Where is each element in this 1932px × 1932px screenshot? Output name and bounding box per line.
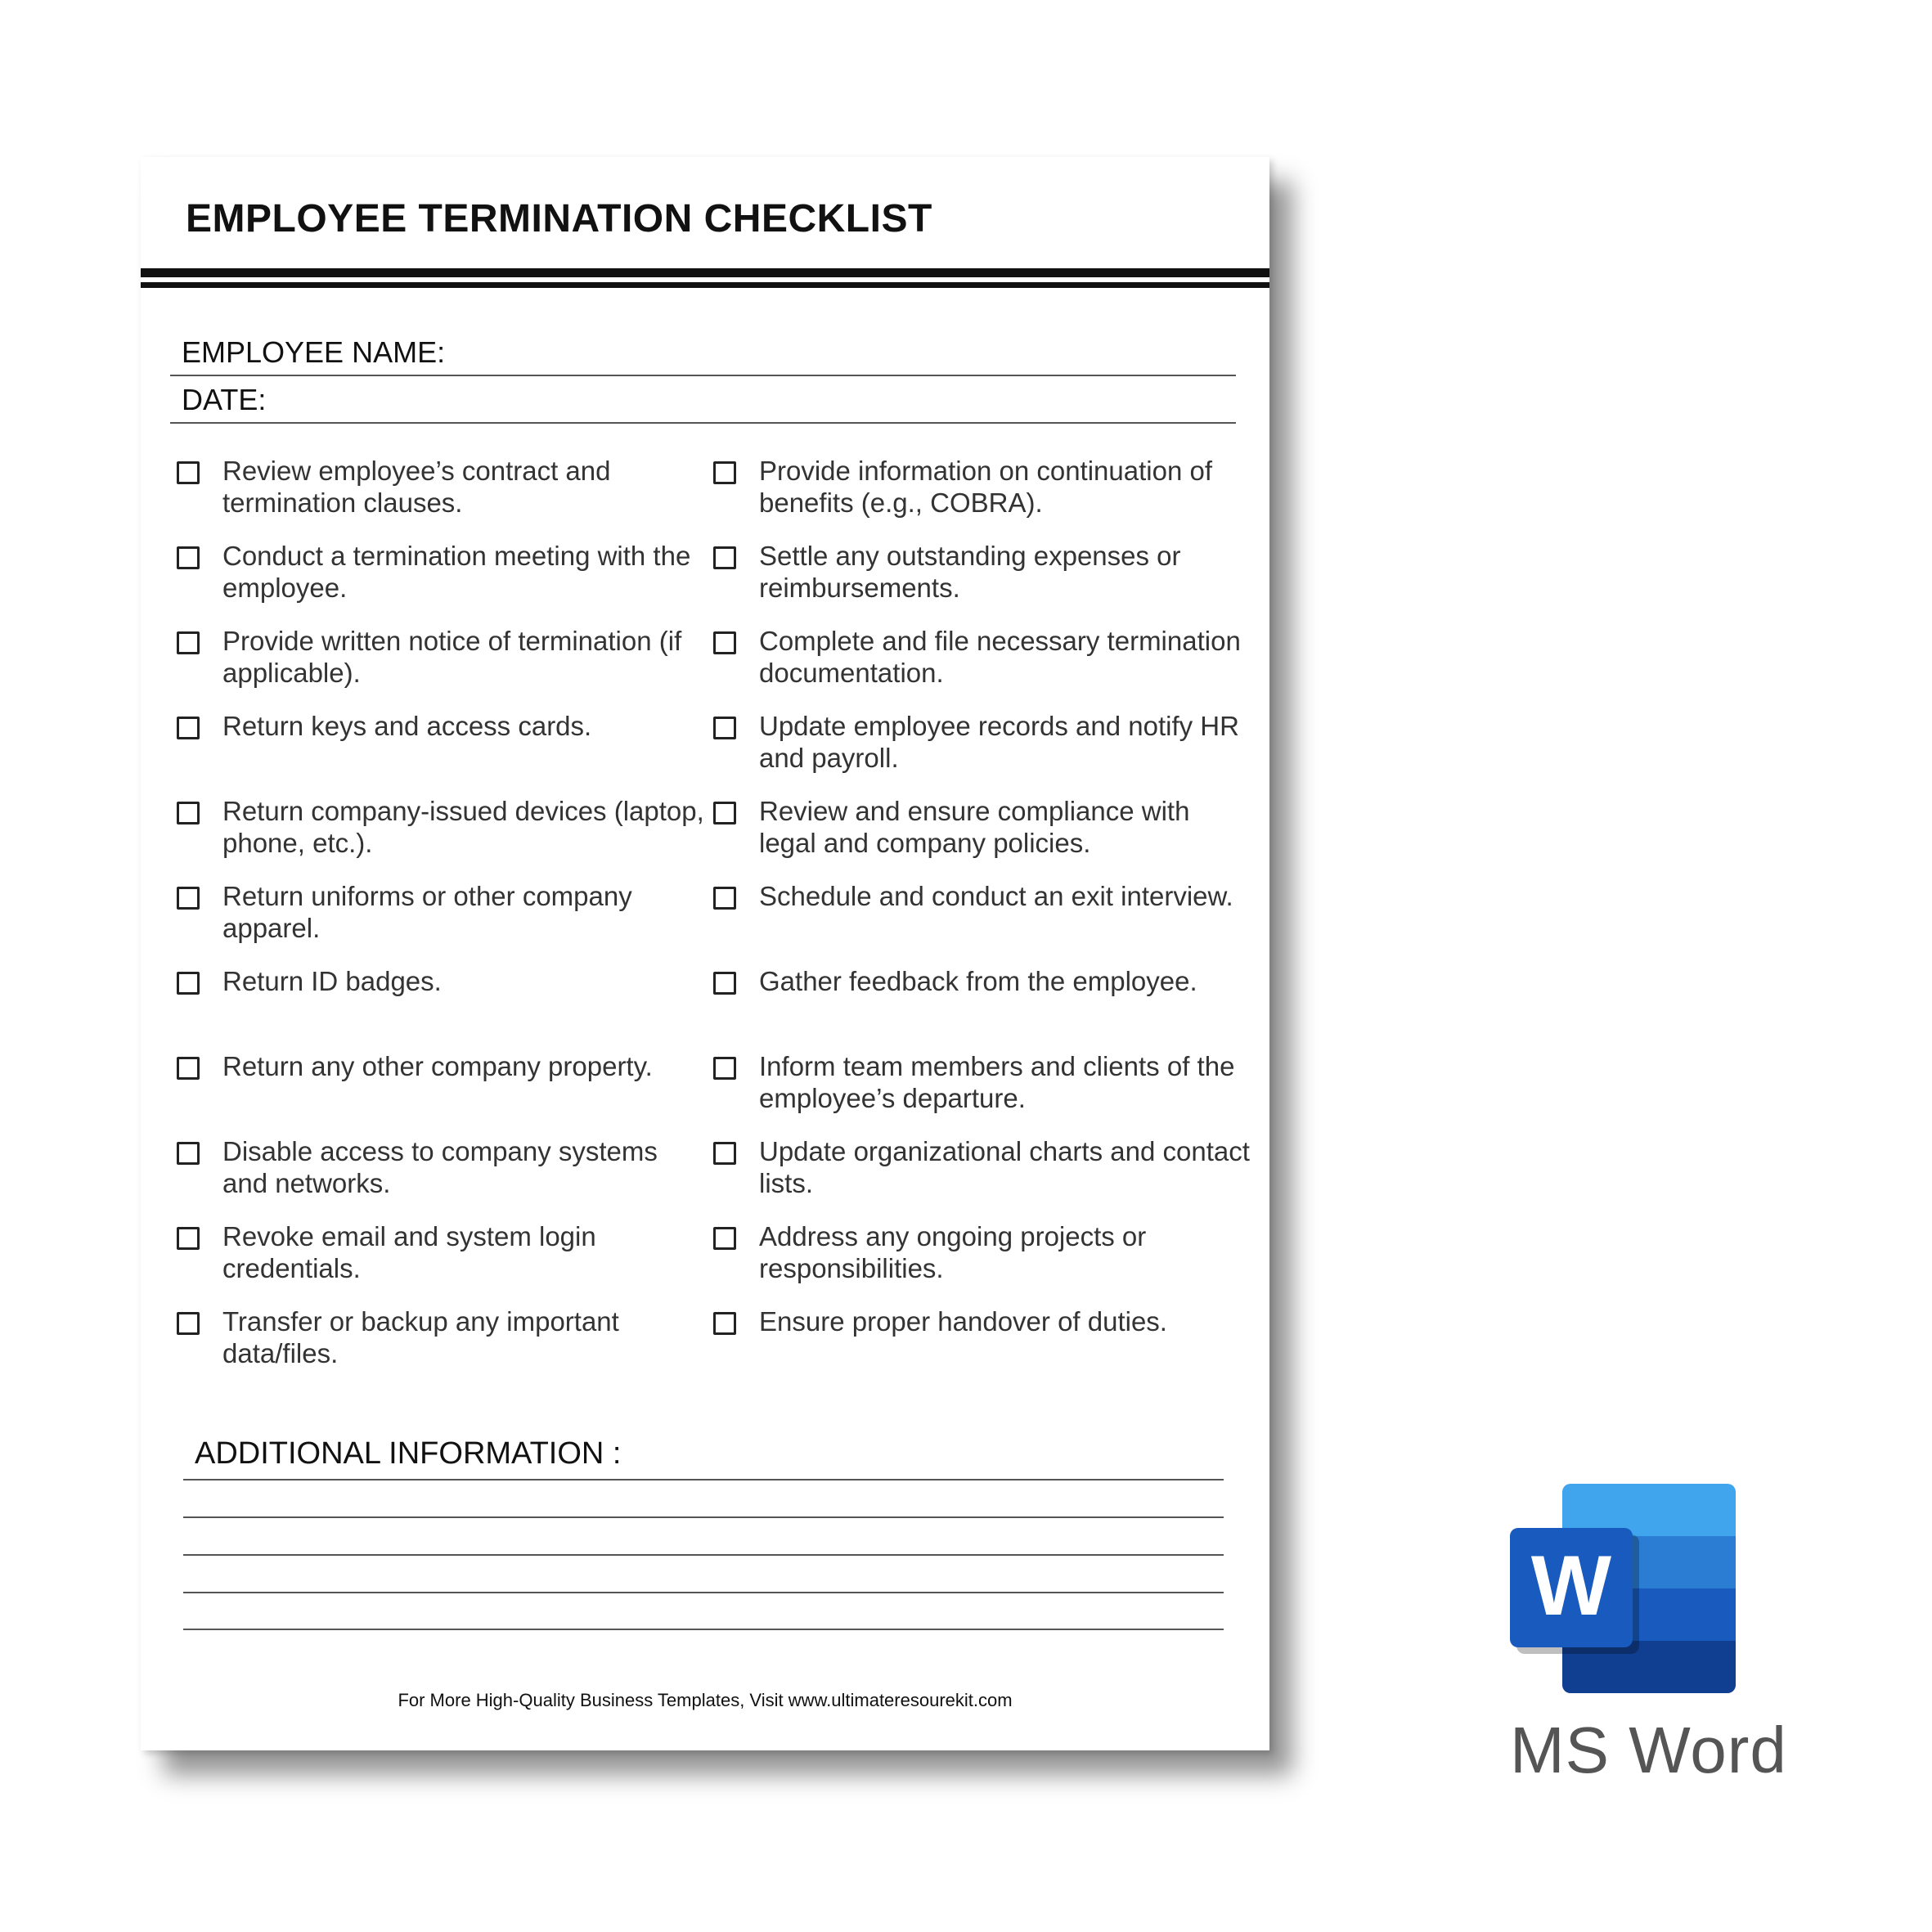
checkbox[interactable] xyxy=(713,972,736,995)
checklist-item-text: Return uniforms or other company apparel. xyxy=(222,881,632,943)
checklist-item-text: Transfer or backup any important data/files. xyxy=(222,1306,619,1368)
checklist-item-text: Return any other company property. xyxy=(222,1051,653,1081)
additional-info-line[interactable] xyxy=(183,1516,1224,1518)
checkbox[interactable] xyxy=(713,1312,736,1335)
checkbox[interactable] xyxy=(177,1312,200,1335)
checklist-item-text: Return ID badges. xyxy=(222,966,442,996)
checklist-item-text: Revoke email and system login credentials. xyxy=(222,1221,596,1283)
additional-info-label: ADDITIONAL INFORMATION : xyxy=(195,1436,622,1471)
checkbox[interactable] xyxy=(177,972,200,995)
microsoft-word-icon xyxy=(1510,1484,1739,1693)
checklist-item-text: Review employee’s contract and termination clauses. xyxy=(222,456,611,518)
checkbox[interactable] xyxy=(177,461,200,484)
checklist-item-text: Review and ensure compliance with legal and company policies. xyxy=(759,796,1190,858)
checkbox[interactable] xyxy=(713,717,736,739)
checklist-item-text: Address any ongoing projects or responsibilities. xyxy=(759,1221,1147,1283)
ms-word-label: MS Word xyxy=(1510,1714,1787,1786)
checkbox[interactable] xyxy=(713,802,736,824)
additional-info-line[interactable] xyxy=(183,1554,1224,1556)
checkbox[interactable] xyxy=(713,546,736,569)
checklist-item-text: Ensure proper handover of duties. xyxy=(759,1306,1167,1337)
checkbox[interactable] xyxy=(177,1227,200,1250)
title-divider-thin xyxy=(141,282,1269,288)
employee-name-label: EMPLOYEE NAME: xyxy=(182,335,446,369)
additional-info-line[interactable] xyxy=(183,1479,1224,1480)
checklist-document xyxy=(141,157,1269,1750)
employee-name-field[interactable] xyxy=(170,329,1236,376)
checkbox[interactable] xyxy=(713,1227,736,1250)
checkbox[interactable] xyxy=(177,631,200,654)
checkbox[interactable] xyxy=(713,1142,736,1165)
checkbox[interactable] xyxy=(177,1057,200,1080)
checklist-item-text: Settle any outstanding expenses or reimbursements. xyxy=(759,541,1181,603)
checkbox[interactable] xyxy=(713,631,736,654)
checkbox[interactable] xyxy=(177,802,200,824)
checkbox[interactable] xyxy=(713,461,736,484)
checklist-item-text: Conduct a termination meeting with the employee. xyxy=(222,541,691,603)
checkbox[interactable] xyxy=(713,1057,736,1080)
title-divider-thick xyxy=(141,268,1269,277)
checklist-item-text: Update employee records and notify HR and payroll. xyxy=(759,711,1239,773)
checklist-item-text: Complete and file necessary termination documentation. xyxy=(759,626,1241,688)
checklist-item-text: Provide information on continuation of benefits (e.g., COBRA). xyxy=(759,456,1213,518)
checklist-item-text: Return company-issued devices (laptop, phone, etc.). xyxy=(222,796,704,858)
date-field[interactable] xyxy=(170,376,1236,424)
checklist-item-text: Update organizational charts and contact lists. xyxy=(759,1136,1250,1198)
checklist-item-text: Gather feedback from the employee. xyxy=(759,966,1197,996)
checklist-item-text: Return keys and access cards. xyxy=(222,711,592,741)
checklist-item-text: Provide written notice of termination (if applicable). xyxy=(222,626,682,688)
checkbox[interactable] xyxy=(177,546,200,569)
checkbox[interactable] xyxy=(713,887,736,910)
checkbox[interactable] xyxy=(177,1142,200,1165)
checklist-item-text: Inform team members and clients of the employee’s departure. xyxy=(759,1051,1235,1113)
checklist-item-text: Disable access to company systems and networks. xyxy=(222,1136,658,1198)
document-title: EMPLOYEE TERMINATION CHECKLIST xyxy=(186,197,932,240)
word-icon-letter: W xyxy=(1530,1539,1612,1633)
footer-text: For More High-Quality Business Templates, Visit www.ultimateresourekit.com xyxy=(398,1690,1013,1710)
checkbox[interactable] xyxy=(177,717,200,739)
checkbox[interactable] xyxy=(177,887,200,910)
date-label: DATE: xyxy=(182,383,267,416)
checklist-item-text: Schedule and conduct an exit interview. xyxy=(759,881,1233,911)
additional-info-line[interactable] xyxy=(183,1592,1224,1593)
additional-info-line[interactable] xyxy=(183,1629,1224,1630)
